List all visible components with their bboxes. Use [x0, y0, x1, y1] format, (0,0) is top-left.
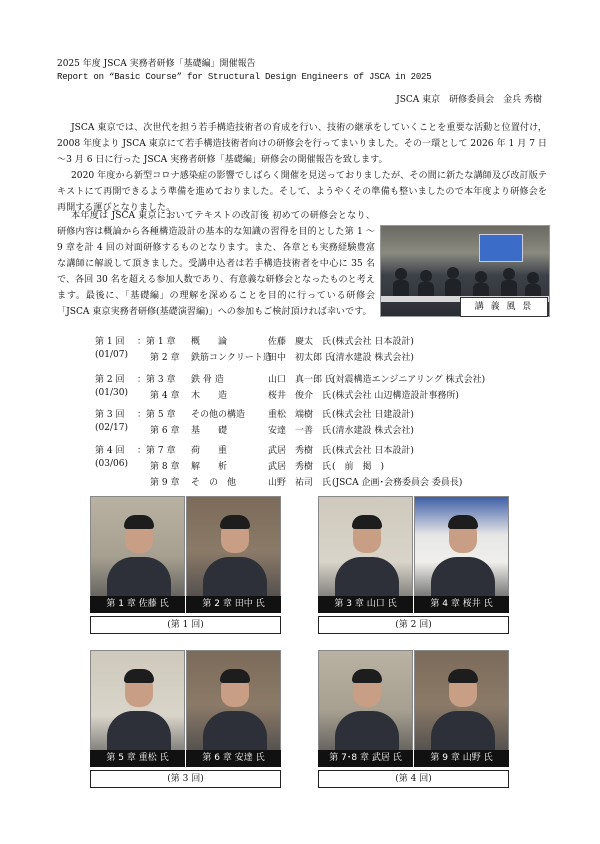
schedule-company: (JSCA 企画･会務委員会 委員長)	[332, 478, 463, 488]
schedule-chapter: ：第 3 章	[137, 375, 176, 385]
photo-label: 第 1 章 佐藤 氏	[90, 596, 185, 613]
schedule-company: (対震構造エンジニアリング 株式会社)	[332, 375, 486, 385]
schedule-lecturer: 武居 秀樹 氏	[268, 446, 332, 456]
author-line: JSCA 東京 研修委員会 金兵 秀樹	[396, 95, 542, 105]
schedule-lecturer: 山口 真一郎 氏	[268, 375, 334, 385]
schedule-chapter: 第 8 章	[150, 462, 180, 472]
photo-label: 第 9 章 山野 氏	[414, 750, 509, 767]
person-hair	[220, 669, 250, 683]
lecturer-photo	[186, 650, 281, 760]
paragraph-details: 本年度は JSCA 東京においてテキストの改訂後 初めての研修会となり、研修内容は概論から各種構造設計の基本的な知識の習得を目的とした第 1 ～ 9 章を計 4 回の対面研修するものとなります。また、各章とも実務経験豊富な講師に解説して頂きました。受講申込者は若手構造技術者を中心に 35 名で、各回 30 名を超える参加人数であり、有意義な研修会となったものと考えます。最後に、「基礎編」の理解を深めることを目的に行っている研修会「JSCA 東京実務者研修(基礎演習編)」への参加もご検討頂ければ幸いです。	[57, 211, 375, 317]
photo-label: 第 4 章 桜井 氏	[414, 596, 509, 613]
paragraph-background: 2020 年度から新型コロナ感染症の影響でしばらく開催を見送っておりましたが、その間に新たな講師及び改訂版テキストにて再開できるよう準備を進めておりました。そして、ようやくその準備も整いましたので本年度より研修会を再開する運びとなりました。	[57, 171, 547, 213]
schedule-session: 第 1 回	[95, 337, 125, 347]
person-hair	[352, 669, 382, 683]
photo-label: 第 5 章 重松 氏	[90, 750, 185, 767]
lecturer-photo	[318, 650, 413, 760]
schedule-chapter: 第 9 章	[150, 478, 180, 488]
schedule-lecturer: 田中 初太郎 氏	[268, 353, 334, 363]
photo-caption: 講 義 風 景	[460, 297, 548, 317]
schedule-session: 第 3 回	[95, 410, 125, 420]
schedule-company: (清水建設 株式会社)	[332, 353, 414, 363]
lecturer-photo	[90, 496, 185, 606]
schedule-lecturer: 佐藤 慶太 氏	[268, 337, 332, 347]
schedule-lecturer: 桜井 俊介 氏	[268, 391, 332, 401]
lecturer-photo	[414, 650, 509, 760]
round-label: (第 4 回)	[318, 770, 509, 788]
schedule-lecturer: 安達 一善 氏	[268, 426, 332, 436]
photo-label: 第 3 章 山口 氏	[318, 596, 413, 613]
schedule-company: (株式会社 日建設計)	[332, 410, 414, 420]
schedule-company: (株式会社 山辺構造設計事務所)	[332, 391, 459, 401]
person-hair	[124, 669, 154, 683]
schedule-chapter: 第 4 章	[150, 391, 180, 401]
schedule-lecturer: 山野 祐司 氏	[268, 478, 332, 488]
schedule-lecturer: 武居 秀樹 氏	[268, 462, 332, 472]
lecturer-photo	[414, 496, 509, 606]
schedule-topic: その他の構造	[191, 410, 246, 420]
paragraph-intro: JSCA 東京では、次世代を担う若手構造技術者の育成を行い、技術の継承をしていくことを重要な活動と位置付け，2008 年度より JSCA 東京にて若手構造技術者向けの研修会を行ってまいりました。その一環として 2026 年 1 月 7 日～3 月 6 日に行った JSCA 実務者研修「基礎編」研修会の開催報告を致します。	[57, 123, 547, 165]
schedule-session: 第 2 回	[95, 375, 125, 385]
schedule-topic: 鉄 骨 造	[191, 375, 224, 385]
schedule-chapter: ：第 1 章	[137, 337, 176, 347]
schedule-topic: 基 礎	[191, 426, 228, 436]
round-label: (第 3 回)	[90, 770, 281, 788]
schedule-chapter: ：第 5 章	[137, 410, 176, 420]
schedule-chapter: 第 2 章	[150, 353, 180, 363]
schedule-topic: 概 論	[191, 337, 228, 347]
schedule-lecturer: 重松 端樹 氏	[268, 410, 332, 420]
person-hair	[124, 515, 154, 529]
photo-label: 第 2 章 田中 氏	[186, 596, 281, 613]
lecturer-photo	[90, 650, 185, 760]
schedule-topic: そ の 他	[191, 478, 237, 488]
person-hair	[448, 669, 478, 683]
schedule-company: (株式会社 日本設計)	[332, 337, 414, 347]
lecturer-photo	[186, 496, 281, 606]
person-hair	[448, 515, 478, 529]
schedule-chapter: ：第 7 章	[137, 446, 176, 456]
photo-label: 第 6 章 安達 氏	[186, 750, 281, 767]
schedule-chapter: 第 6 章	[150, 426, 180, 436]
schedule-session: 第 4 回	[95, 446, 125, 456]
schedule-company: (株式会社 日本設計)	[332, 446, 414, 456]
schedule-date: (03/06)	[95, 459, 128, 469]
schedule-company: (清水建設 株式会社)	[332, 426, 414, 436]
title-english: Report on “Basic Course” for Structural Design Engineers of JSCA in 2025	[57, 72, 432, 82]
person-hair	[220, 515, 250, 529]
schedule-date: (01/07)	[95, 350, 128, 360]
person-hair	[352, 515, 382, 529]
schedule-topic: 解 析	[191, 462, 228, 472]
title-japanese: 2025 年度 JSCA 実務者研修「基礎編」開催報告	[57, 59, 256, 69]
round-label: (第 1 回)	[90, 616, 281, 634]
schedule-topic: 木 造	[191, 391, 228, 401]
schedule-company: ( 前 掲 )	[332, 462, 385, 472]
schedule-date: (02/17)	[95, 423, 128, 433]
lecturer-photo	[318, 496, 413, 606]
round-label: (第 2 回)	[318, 616, 509, 634]
schedule-topic: 荷 重	[191, 446, 228, 456]
schedule-date: (01/30)	[95, 388, 128, 398]
photo-label: 第 7･8 章 武居 氏	[318, 750, 413, 767]
schedule-topic: 鉄筋コンクリート造	[191, 353, 272, 363]
